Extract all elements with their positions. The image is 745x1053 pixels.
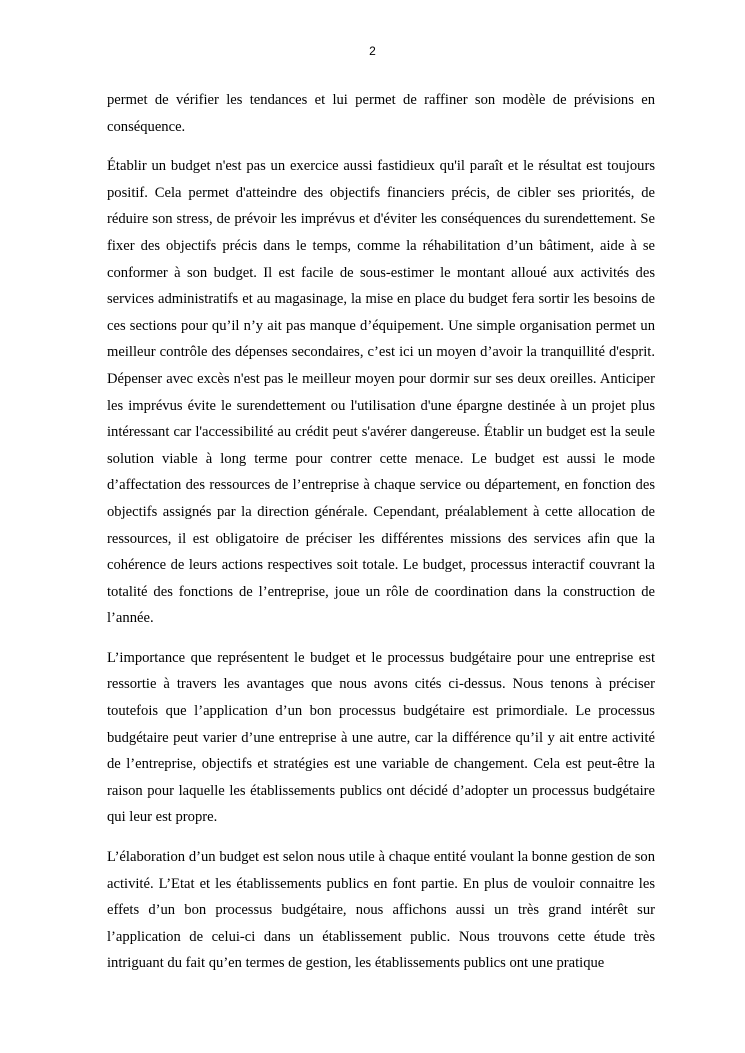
page-number: 2 (369, 44, 376, 58)
document-body (107, 87, 655, 977)
paragraph-1: permet de vérifier les tendances et lui permet de raffiner son modèle de prévisions en conséquence. (107, 92, 655, 135)
paragraph-4: L’élaboration d’un budget est selon nous utile à chaque entité voulant la bonne gestion de son activité. L’Etat et les établissements publics en font partie. En plus de vouloir connaitre les effets d’un bon processus budgétaire, nous affichons aussi un très grand intérêt sur l’application de celui-ci dans un établissement public. Nous trouvons cette étude très intriguant du fait qu’en termes de gestion, les établissements publics ont une pratique (107, 849, 655, 972)
paragraph-3: L’importance que représentent le budget et le processus budgétaire pour une entreprise est ressortie à travers les avantages que nous avons cités ci-dessus. Nous tenons à préciser toutefois que l’application d’un bon processus budgétaire est primordiale. Le processus budgétaire peut varier d’une entreprise à une autre, car la différence qu’il y ait entre activité de l’entreprise, objectifs et stratégies est une variable de changement. Cela est peut-être la raison pour laquelle les établissements publics ont décidé d’adopter un processus budgétaire qui leur est propre. (107, 649, 655, 826)
paragraph-2: Établir un budget n'est pas un exercice aussi fastidieux qu'il paraît et le résultat est toujours positif. Cela permet d'atteindre des objectifs financiers précis, de cibler ses priorités, de réduire son stress, de prévoir les imprévus et d'éviter les conséquences du surendettement. Se fixer des objectifs précis dans le temps, comme la réhabilitation d’un bâtiment, aide à se conformer à son budget. Il est facile de sous-estimer le montant alloué aux activités des services administratifs et au magasinage, la mise en place du budget fera sortir les besoins de ces sections pour qu’il n’y ait pas manque d’équipement. Une simple organisation permet un meilleur contrôle des dépenses secondaires, c’est ici un moyen d’avoir la tranquillité d'esprit. Dépenser avec excès n'est pas le meilleur moyen pour dormir sur ses deux oreilles. Anticiper les imprévus évite le surendettement ou l'utilisation d'une épargne destinée à un projet plus intéressant car l'accessibilité au crédit peut s'avérer dangereuse. Établir un budget est la seule solution viable à long terme pour contrer cette menace. Le budget est aussi le mode d’affectation des ressources de l’entreprise à chaque service ou département, en fonction des objectifs assignés par la direction générale. Cependant, préalablement à cette allocation de ressources, il est obligatoire de préciser les différentes missions des services afin que la cohérence de leurs actions respectives soit totale. Le budget, processus interactif couvrant la totalité des fonctions de l’entreprise, joue un rôle de coordination dans la construction de l’année. (107, 158, 655, 627)
